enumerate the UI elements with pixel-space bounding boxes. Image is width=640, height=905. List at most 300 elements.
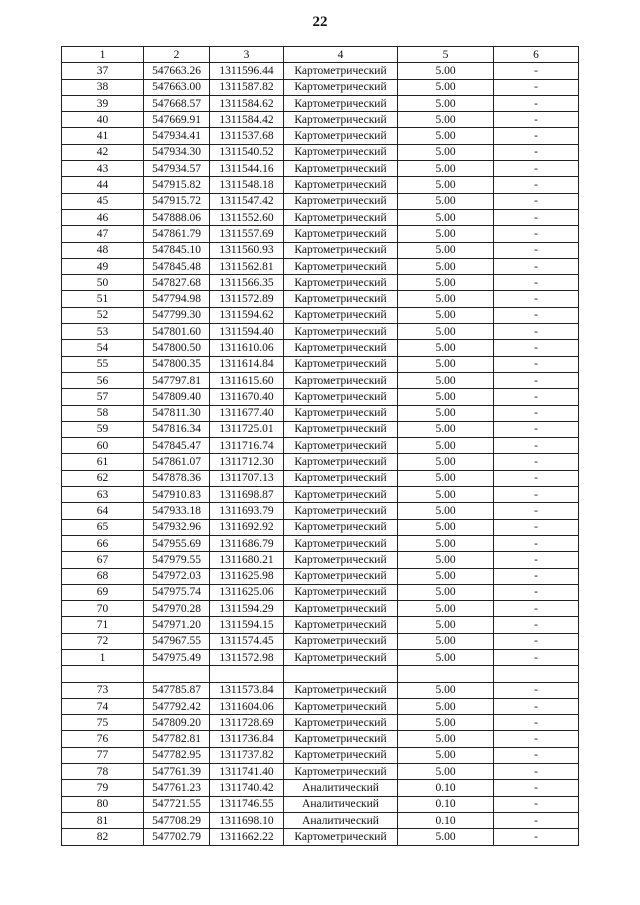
x-coordinate-cell: 547785.87 [144, 682, 210, 698]
coordinates-table [61, 46, 579, 846]
x-coordinate-cell: 547800.35 [144, 356, 210, 372]
y-coordinate-cell: 1311604.06 [210, 698, 284, 714]
column-header-5: 5 [398, 47, 494, 63]
note-cell: - [494, 209, 579, 225]
method-cell: Картометрический [284, 356, 398, 372]
method-cell [284, 666, 398, 682]
method-cell: Картометрический [284, 584, 398, 600]
accuracy-cell: 5.00 [398, 568, 494, 584]
x-coordinate-cell: 547979.55 [144, 552, 210, 568]
note-cell: - [494, 356, 579, 372]
accuracy-cell: 5.00 [398, 324, 494, 340]
x-coordinate-cell: 547663.26 [144, 63, 210, 79]
note-cell: - [494, 503, 579, 519]
accuracy-cell: 5.00 [398, 112, 494, 128]
column-header-6: 6 [494, 47, 579, 63]
x-coordinate-cell: 547970.28 [144, 601, 210, 617]
y-coordinate-cell: 1311562.81 [210, 258, 284, 274]
method-cell: Картометрический [284, 307, 398, 323]
table-row [62, 568, 579, 584]
method-cell: Картометрический [284, 258, 398, 274]
x-coordinate-cell: 547934.57 [144, 161, 210, 177]
table-row [62, 829, 579, 845]
table-row [62, 764, 579, 780]
accuracy-cell: 5.00 [398, 95, 494, 111]
table-row [62, 601, 579, 617]
table-row [62, 356, 579, 372]
accuracy-cell: 5.00 [398, 747, 494, 763]
note-cell: - [494, 454, 579, 470]
x-coordinate-cell: 547888.06 [144, 209, 210, 225]
table-row [62, 731, 579, 747]
x-coordinate-cell: 547915.82 [144, 177, 210, 193]
y-coordinate-cell: 1311552.60 [210, 209, 284, 225]
y-coordinate-cell: 1311594.29 [210, 601, 284, 617]
accuracy-cell: 5.00 [398, 275, 494, 291]
y-coordinate-cell: 1311537.68 [210, 128, 284, 144]
note-cell: - [494, 161, 579, 177]
method-cell: Картометрический [284, 144, 398, 160]
x-coordinate-cell: 547708.29 [144, 812, 210, 828]
accuracy-cell: 5.00 [398, 291, 494, 307]
accuracy-cell: 5.00 [398, 617, 494, 633]
note-cell: - [494, 372, 579, 388]
accuracy-cell: 5.00 [398, 389, 494, 405]
x-coordinate-cell: 547811.30 [144, 405, 210, 421]
accuracy-cell: 5.00 [398, 307, 494, 323]
accuracy-cell: 5.00 [398, 209, 494, 225]
point-number-cell: 56 [62, 372, 144, 388]
note-cell [494, 666, 579, 682]
point-number-cell: 40 [62, 112, 144, 128]
table-row [62, 421, 579, 437]
accuracy-cell: 5.00 [398, 63, 494, 79]
note-cell: - [494, 324, 579, 340]
x-coordinate-cell: 547827.68 [144, 275, 210, 291]
point-number-cell: 50 [62, 275, 144, 291]
method-cell: Картометрический [284, 519, 398, 535]
note-cell: - [494, 177, 579, 193]
point-number-cell: 54 [62, 340, 144, 356]
method-cell: Картометрический [284, 633, 398, 649]
method-cell: Картометрический [284, 128, 398, 144]
method-cell: Картометрический [284, 601, 398, 617]
table-row [62, 584, 579, 600]
table-row [62, 796, 579, 812]
point-number-cell: 45 [62, 193, 144, 209]
x-coordinate-cell: 547971.20 [144, 617, 210, 633]
x-coordinate-cell: 547809.20 [144, 715, 210, 731]
point-number-cell: 37 [62, 63, 144, 79]
method-cell: Картометрический [284, 470, 398, 486]
x-coordinate-cell: 547845.47 [144, 438, 210, 454]
x-coordinate-cell: 547669.91 [144, 112, 210, 128]
y-coordinate-cell: 1311662.22 [210, 829, 284, 845]
method-cell: Картометрический [284, 63, 398, 79]
x-coordinate-cell: 547801.60 [144, 324, 210, 340]
table-body [62, 63, 579, 845]
point-number-cell: 59 [62, 421, 144, 437]
note-cell: - [494, 291, 579, 307]
note-cell: - [494, 568, 579, 584]
x-coordinate-cell: 547816.34 [144, 421, 210, 437]
table-row [62, 79, 579, 95]
point-number-cell: 41 [62, 128, 144, 144]
note-cell: - [494, 731, 579, 747]
y-coordinate-cell: 1311698.87 [210, 487, 284, 503]
method-cell: Картометрический [284, 112, 398, 128]
table-row [62, 324, 579, 340]
method-cell: Картометрический [284, 372, 398, 388]
y-coordinate-cell: 1311596.44 [210, 63, 284, 79]
table-row [62, 128, 579, 144]
point-number-cell: 63 [62, 487, 144, 503]
x-coordinate-cell: 547800.50 [144, 340, 210, 356]
x-coordinate-cell: 547702.79 [144, 829, 210, 845]
note-cell: - [494, 340, 579, 356]
note-cell: - [494, 144, 579, 160]
table-row [62, 715, 579, 731]
accuracy-cell [398, 666, 494, 682]
accuracy-cell: 5.00 [398, 682, 494, 698]
accuracy-cell: 5.00 [398, 340, 494, 356]
x-coordinate-cell: 547845.48 [144, 258, 210, 274]
point-number-cell: 43 [62, 161, 144, 177]
table-row [62, 519, 579, 535]
note-cell: - [494, 552, 579, 568]
table-row [62, 307, 579, 323]
point-number-cell: 64 [62, 503, 144, 519]
table-row [62, 682, 579, 698]
point-number-cell: 60 [62, 438, 144, 454]
y-coordinate-cell: 1311615.60 [210, 372, 284, 388]
y-coordinate-cell: 1311540.52 [210, 144, 284, 160]
y-coordinate-cell: 1311584.42 [210, 112, 284, 128]
method-cell: Картометрический [284, 177, 398, 193]
method-cell: Картометрический [284, 421, 398, 437]
x-coordinate-cell: 547721.55 [144, 796, 210, 812]
page-number: 22 [312, 14, 328, 30]
accuracy-cell: 5.00 [398, 633, 494, 649]
y-coordinate-cell: 1311670.40 [210, 389, 284, 405]
table-row [62, 291, 579, 307]
method-cell: Картометрический [284, 95, 398, 111]
point-number-cell: 44 [62, 177, 144, 193]
table-row [62, 649, 579, 665]
table-row [62, 193, 579, 209]
method-cell: Аналитический [284, 780, 398, 796]
point-number-cell [62, 666, 144, 682]
method-cell: Картометрический [284, 698, 398, 714]
note-cell: - [494, 715, 579, 731]
column-header-4: 4 [284, 47, 398, 63]
point-number-cell: 80 [62, 796, 144, 812]
y-coordinate-cell: 1311560.93 [210, 242, 284, 258]
method-cell: Картометрический [284, 829, 398, 845]
method-cell: Картометрический [284, 226, 398, 242]
x-coordinate-cell: 547972.03 [144, 568, 210, 584]
y-coordinate-cell: 1311736.84 [210, 731, 284, 747]
method-cell: Картометрический [284, 209, 398, 225]
x-coordinate-cell: 547861.79 [144, 226, 210, 242]
x-coordinate-cell [144, 666, 210, 682]
method-cell: Картометрический [284, 389, 398, 405]
y-coordinate-cell: 1311728.69 [210, 715, 284, 731]
table-row [62, 389, 579, 405]
note-cell: - [494, 242, 579, 258]
method-cell: Картометрический [284, 715, 398, 731]
table-row [62, 63, 579, 79]
x-coordinate-cell: 547915.72 [144, 193, 210, 209]
table-row [62, 552, 579, 568]
point-number-cell: 66 [62, 535, 144, 551]
point-number-cell: 76 [62, 731, 144, 747]
note-cell: - [494, 470, 579, 486]
accuracy-cell: 5.00 [398, 601, 494, 617]
x-coordinate-cell: 547782.95 [144, 747, 210, 763]
accuracy-cell: 5.00 [398, 764, 494, 780]
method-cell: Картометрический [284, 682, 398, 698]
table-row [62, 780, 579, 796]
point-number-cell: 72 [62, 633, 144, 649]
y-coordinate-cell: 1311740.42 [210, 780, 284, 796]
y-coordinate-cell: 1311594.40 [210, 324, 284, 340]
y-coordinate-cell: 1311572.89 [210, 291, 284, 307]
x-coordinate-cell: 547845.10 [144, 242, 210, 258]
note-cell: - [494, 226, 579, 242]
y-coordinate-cell: 1311692.92 [210, 519, 284, 535]
point-number-cell: 51 [62, 291, 144, 307]
y-coordinate-cell: 1311746.55 [210, 796, 284, 812]
point-number-cell: 62 [62, 470, 144, 486]
point-number-cell: 52 [62, 307, 144, 323]
x-coordinate-cell: 547934.41 [144, 128, 210, 144]
y-coordinate-cell: 1311573.84 [210, 682, 284, 698]
point-number-cell: 1 [62, 649, 144, 665]
table-row [62, 487, 579, 503]
note-cell: - [494, 535, 579, 551]
accuracy-cell: 5.00 [398, 258, 494, 274]
x-coordinate-cell: 547932.96 [144, 519, 210, 535]
accuracy-cell: 5.00 [398, 438, 494, 454]
note-cell: - [494, 389, 579, 405]
method-cell: Картометрический [284, 487, 398, 503]
method-cell: Аналитический [284, 796, 398, 812]
accuracy-cell: 0.10 [398, 780, 494, 796]
note-cell: - [494, 112, 579, 128]
note-cell: - [494, 698, 579, 714]
y-coordinate-cell: 1311737.82 [210, 747, 284, 763]
accuracy-cell: 5.00 [398, 144, 494, 160]
method-cell: Картометрический [284, 454, 398, 470]
note-cell: - [494, 796, 579, 812]
point-number-cell: 82 [62, 829, 144, 845]
x-coordinate-cell: 547955.69 [144, 535, 210, 551]
y-coordinate-cell: 1311548.18 [210, 177, 284, 193]
table-row [62, 275, 579, 291]
point-number-cell: 79 [62, 780, 144, 796]
accuracy-cell: 5.00 [398, 242, 494, 258]
method-cell: Картометрический [284, 291, 398, 307]
x-coordinate-cell: 547975.74 [144, 584, 210, 600]
accuracy-cell: 5.00 [398, 829, 494, 845]
table-row [62, 633, 579, 649]
accuracy-cell: 5.00 [398, 421, 494, 437]
x-coordinate-cell: 547933.18 [144, 503, 210, 519]
note-cell: - [494, 275, 579, 291]
note-cell: - [494, 584, 579, 600]
y-coordinate-cell: 1311587.82 [210, 79, 284, 95]
y-coordinate-cell: 1311625.98 [210, 568, 284, 584]
table-row [62, 503, 579, 519]
y-coordinate-cell: 1311547.42 [210, 193, 284, 209]
point-number-cell: 75 [62, 715, 144, 731]
point-number-cell: 65 [62, 519, 144, 535]
y-coordinate-cell: 1311677.40 [210, 405, 284, 421]
method-cell: Картометрический [284, 552, 398, 568]
method-cell: Картометрический [284, 324, 398, 340]
point-number-cell: 42 [62, 144, 144, 160]
y-coordinate-cell: 1311686.79 [210, 535, 284, 551]
table-row [62, 209, 579, 225]
note-cell: - [494, 421, 579, 437]
method-cell: Картометрический [284, 535, 398, 551]
column-header-1: 1 [62, 47, 144, 63]
y-coordinate-cell: 1311716.74 [210, 438, 284, 454]
y-coordinate-cell: 1311594.62 [210, 307, 284, 323]
method-cell: Картометрический [284, 617, 398, 633]
method-cell: Картометрический [284, 568, 398, 584]
table-row [62, 405, 579, 421]
accuracy-cell: 5.00 [398, 405, 494, 421]
table-row [62, 470, 579, 486]
x-coordinate-cell: 547967.55 [144, 633, 210, 649]
point-number-cell: 47 [62, 226, 144, 242]
accuracy-cell: 5.00 [398, 161, 494, 177]
accuracy-cell: 5.00 [398, 487, 494, 503]
accuracy-cell: 5.00 [398, 649, 494, 665]
point-number-cell: 48 [62, 242, 144, 258]
x-coordinate-cell: 547861.07 [144, 454, 210, 470]
note-cell: - [494, 63, 579, 79]
method-cell: Картометрический [284, 503, 398, 519]
x-coordinate-cell: 547809.40 [144, 389, 210, 405]
accuracy-cell: 0.10 [398, 796, 494, 812]
y-coordinate-cell: 1311574.45 [210, 633, 284, 649]
method-cell: Картометрический [284, 649, 398, 665]
note-cell: - [494, 79, 579, 95]
table-row [62, 242, 579, 258]
x-coordinate-cell: 547794.98 [144, 291, 210, 307]
method-cell: Картометрический [284, 747, 398, 763]
point-number-cell: 81 [62, 812, 144, 828]
accuracy-cell: 5.00 [398, 226, 494, 242]
x-coordinate-cell: 547934.30 [144, 144, 210, 160]
y-coordinate-cell: 1311557.69 [210, 226, 284, 242]
note-cell: - [494, 649, 579, 665]
point-number-cell: 77 [62, 747, 144, 763]
table-row [62, 144, 579, 160]
table-header-row [62, 47, 579, 63]
point-number-cell: 68 [62, 568, 144, 584]
note-cell: - [494, 193, 579, 209]
y-coordinate-cell: 1311680.21 [210, 552, 284, 568]
x-coordinate-cell: 547878.36 [144, 470, 210, 486]
x-coordinate-cell: 547782.81 [144, 731, 210, 747]
accuracy-cell: 5.00 [398, 372, 494, 388]
point-number-cell: 78 [62, 764, 144, 780]
y-coordinate-cell: 1311693.79 [210, 503, 284, 519]
table-row [62, 226, 579, 242]
accuracy-cell: 0.10 [398, 812, 494, 828]
table-row [62, 177, 579, 193]
point-number-cell: 38 [62, 79, 144, 95]
point-number-cell: 69 [62, 584, 144, 600]
x-coordinate-cell: 547663.00 [144, 79, 210, 95]
y-coordinate-cell: 1311572.98 [210, 649, 284, 665]
x-coordinate-cell: 547975.49 [144, 649, 210, 665]
y-coordinate-cell: 1311707.13 [210, 470, 284, 486]
note-cell: - [494, 829, 579, 845]
accuracy-cell: 5.00 [398, 503, 494, 519]
accuracy-cell: 5.00 [398, 715, 494, 731]
method-cell: Картометрический [284, 79, 398, 95]
x-coordinate-cell: 547668.57 [144, 95, 210, 111]
point-number-cell: 67 [62, 552, 144, 568]
point-number-cell: 74 [62, 698, 144, 714]
y-coordinate-cell: 1311698.10 [210, 812, 284, 828]
x-coordinate-cell: 547761.39 [144, 764, 210, 780]
point-number-cell: 71 [62, 617, 144, 633]
method-cell: Картометрический [284, 161, 398, 177]
table-row [62, 454, 579, 470]
table-row [62, 617, 579, 633]
method-cell: Картометрический [284, 405, 398, 421]
note-cell: - [494, 95, 579, 111]
table-row [62, 535, 579, 551]
note-cell: - [494, 747, 579, 763]
table-row [62, 812, 579, 828]
point-number-cell: 57 [62, 389, 144, 405]
y-coordinate-cell [210, 666, 284, 682]
note-cell: - [494, 438, 579, 454]
point-number-cell: 49 [62, 258, 144, 274]
accuracy-cell: 5.00 [398, 519, 494, 535]
table-row [62, 95, 579, 111]
x-coordinate-cell: 547799.30 [144, 307, 210, 323]
note-cell: - [494, 633, 579, 649]
y-coordinate-cell: 1311594.15 [210, 617, 284, 633]
method-cell: Картометрический [284, 438, 398, 454]
y-coordinate-cell: 1311741.40 [210, 764, 284, 780]
y-coordinate-cell: 1311584.62 [210, 95, 284, 111]
table-row [62, 372, 579, 388]
x-coordinate-cell: 547797.81 [144, 372, 210, 388]
point-number-cell: 39 [62, 95, 144, 111]
y-coordinate-cell: 1311712.30 [210, 454, 284, 470]
accuracy-cell: 5.00 [398, 79, 494, 95]
point-number-cell: 70 [62, 601, 144, 617]
accuracy-cell: 5.00 [398, 454, 494, 470]
x-coordinate-cell: 547761.23 [144, 780, 210, 796]
point-number-cell: 61 [62, 454, 144, 470]
note-cell: - [494, 519, 579, 535]
table-row [62, 340, 579, 356]
x-coordinate-cell: 547792.42 [144, 698, 210, 714]
method-cell: Картометрический [284, 193, 398, 209]
table-row [62, 438, 579, 454]
method-cell: Картометрический [284, 242, 398, 258]
